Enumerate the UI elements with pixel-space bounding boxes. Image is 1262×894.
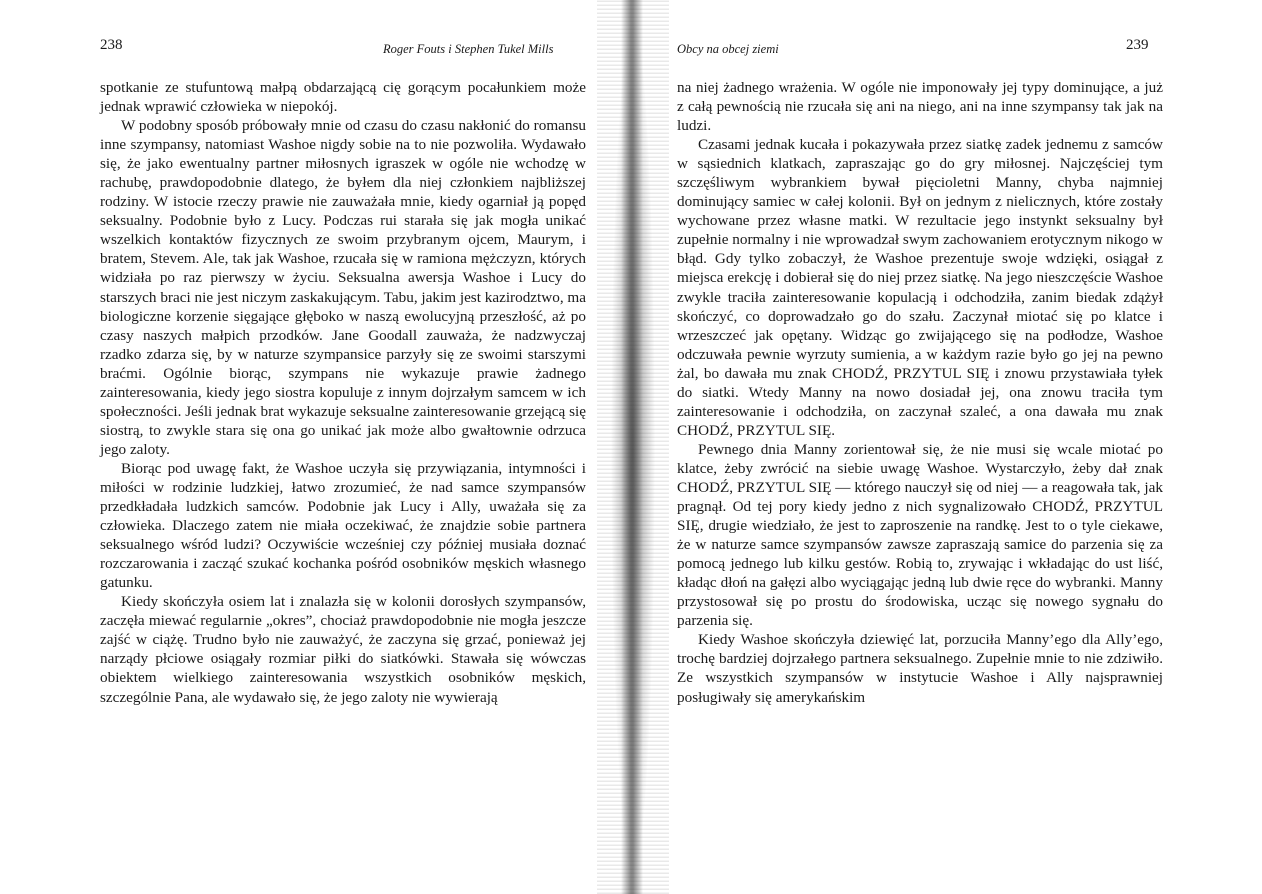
left-paragraph-3: Biorąc pod uwagę fakt, że Washoe uczyła się przywiązania, intymności i miłości w rodzinie ludzkiej, łatwo zrozumieć, że nad samce szympansów przedkładała ludzkich samców. Podobnie jak Lucy i Ally, uważała się za człowieka. Dlaczego zatem nie miała oczekiwać, że znajdzie sobie partnera seksualnego wśród ludzi? Oczywiście wcześniej czy później musiała doznać rozczarowania i zacząć szukać kochanka pośród osobników męskich własnego gatunku. — [100, 459, 586, 592]
right-paragraph-1: na niej żadnego wrażenia. W ogóle nie imponowały jej typy dominujące, a już z całą pewnością nie rzucała się ani na niego, ani na inne szympansy tak jak na ludzi. — [677, 79, 1163, 135]
left-paragraph-2: W podobny sposób próbowały mnie od czasu do czasu nakłonić do romansu inne szympansy, natomiast Washoe nigdy sobie na to nie pozwoliła. Wydawało się, że jako ewentualny partner miłosnych igraszek w ogóle nie wchodzę w rachubę, prawdopodobnie dlatego, że byłem dla niej członkiem najbliższej rodziny. W istocie rzeczy prawie nie zauważała mnie, kiedy ogarniał ją popęd seksualny. Podobnie było z Lucy. Podczas rui starała się jak mogła unikać wszelkich kontaktów fizycznych ze swoim przybranym ojcem, Maurym, i bratem, Stevem. Ale, tak jak Washoe, rzucała się w ramiona mężczyzn, których widziała po raz pierwszy w życiu. Seksualna awersja Washoe i Lucy do starszych braci nie jest niczym zaskakującym. Tabu, jakim jest kazirodztwo, ma biologiczne korzenie sięgające głęboko w naszą ewolucyjną przeszłość, aż po czasy naszych małpich przodków. Jane Goodall zauważa, że nadzwyczaj rzadko zdarza się, by w naturze szympansice parzyły się ze swoimi starszymi braćmi. Ogólnie biorąc, szympans nie wykazuje prawie żadnego zainteresowania, kiedy jego siostra kopuluje z innym dojrzałym samcem w ich społeczności. Jeśli jednak brat wykazuje seksualne zainteresowanie grzejącą się siostrą, to zwykle stara się ona go unikać jak może albo gwałtownie odrzuca jego zaloty. — [100, 117, 586, 458]
right-page — [631, 0, 1262, 894]
left-page-body — [100, 78, 586, 707]
right-paragraph-2: Czasami jednak kucała i pokazywała przez siatkę zadek jednemu z samców w sąsiednich klatkach, zapraszając go do gry miłosnej. Najczęściej tym szczęśliwym wybrankiem bywał pięcioletni Manny, chyba najmniej dominujący samiec w całej kolonii. Był on jednym z nielicznych, które zostały wychowane przez własne matki. W rezultacie jego instynkt seksualny był zupełnie normalny i nie wprowadzał swym zachowaniem erotycznym nikogo w błąd. Gdy tylko zobaczył, że Washoe prezentuje swoje wdzięki, osiągał z miejsca erekcję i dobierał się do niej przez siatkę. Na jego nieszczęście Washoe zwykle traciła zainteresowanie kopulacją i odchodziła, zanim biedak zdążył skończyć, co doprowadzało go do szału. Zaczynał miotać się po klatce i wrzeszczeć jak opętany. Widząc go zwijającego się na podłodze, Washoe odczuwała pewnie wyrzuty sumienia, a w każdym razie było go jej na pewno żal, bo dawała mu znak CHODŹ, PRZYTUL SIĘ i znowu przystawiała tyłek do siatki. Wtedy Manny na nowo dosiadał jej, ona znowu traciła tym zainteresowanie i odchodziła, on zaczynał szaleć, a ona dawała mu znak CHODŹ, PRZYTUL SIĘ. — [677, 136, 1163, 439]
left-page-number: 238 — [100, 37, 123, 53]
left-paragraph-1: spotkanie ze stufuntową małpą obdarzającą cię gorącym pocałunkiem może jednak wprawić człowieka w niepokój. — [100, 79, 586, 116]
right-page-number: 239 — [1126, 37, 1149, 53]
right-paragraph-3: Pewnego dnia Manny zorientował się, że nie musi się wcale miotać po klatce, żeby zwrócić na siebie uwagę Washoe. Wystarczyło, żeby dał znak CHODŹ, PRZYTUL SIĘ — którego nauczył się od niej — a reagowała tak, jak pragnął. Od tej pory kiedy jedno z nich sygnalizowało CHODŹ, PRZYTUL SIĘ, drugie wiedziało, że jest to zaproszenie na randkę. Jest to o tyle ciekawe, że w naturze samce szympansów zawsze zapraszają samice do parzenia się za pomocą jednego lub kilku gestów. Robią to, zrywając i wkładając do ust liść, kładąc dłoń na gałęzi albo wyciągając jedną lub dwie ręce do wybranki. Manny przystosował się po prostu do środowiska, ucząc się nowego sygnału do parzenia się. — [677, 440, 1163, 630]
right-page-body — [677, 78, 1163, 707]
right-paragraph-4: Kiedy Washoe skończyła dziewięć lat, porzuciła Manny’ego dla Ally’ego, trochę bardziej dojrzałego partnera seksualnego. Zupełnie mnie to nie zdziwiło. Ze wszystkich szympansów w instytucie Washoe i Ally najsprawniej posługiwały się amerykańskim — [677, 631, 1163, 706]
left-paragraph-4: Kiedy skończyła osiem lat i znalazła się w kolonii dorosłych szympansów, zaczęła miewać regularnie „okres”, chociaż prawdopodobnie nie mogła jeszcze zajść w ciążę. Trudno było nie zauważyć, że zaczyna się grzać, ponieważ jej narządy płciowe osiągały rozmiar piłki do siatkówki. Stawała się wówczas obiektem wielkiego zainteresowania wszystkich osobników męskich, szczególnie Pana, ale wydawało się, że jego zaloty nie wywierają — [100, 593, 586, 706]
right-running-head: Obcy na obcej ziemi — [677, 42, 779, 56]
left-running-head: Roger Fouts i Stephen Tukel Mills — [383, 42, 554, 56]
